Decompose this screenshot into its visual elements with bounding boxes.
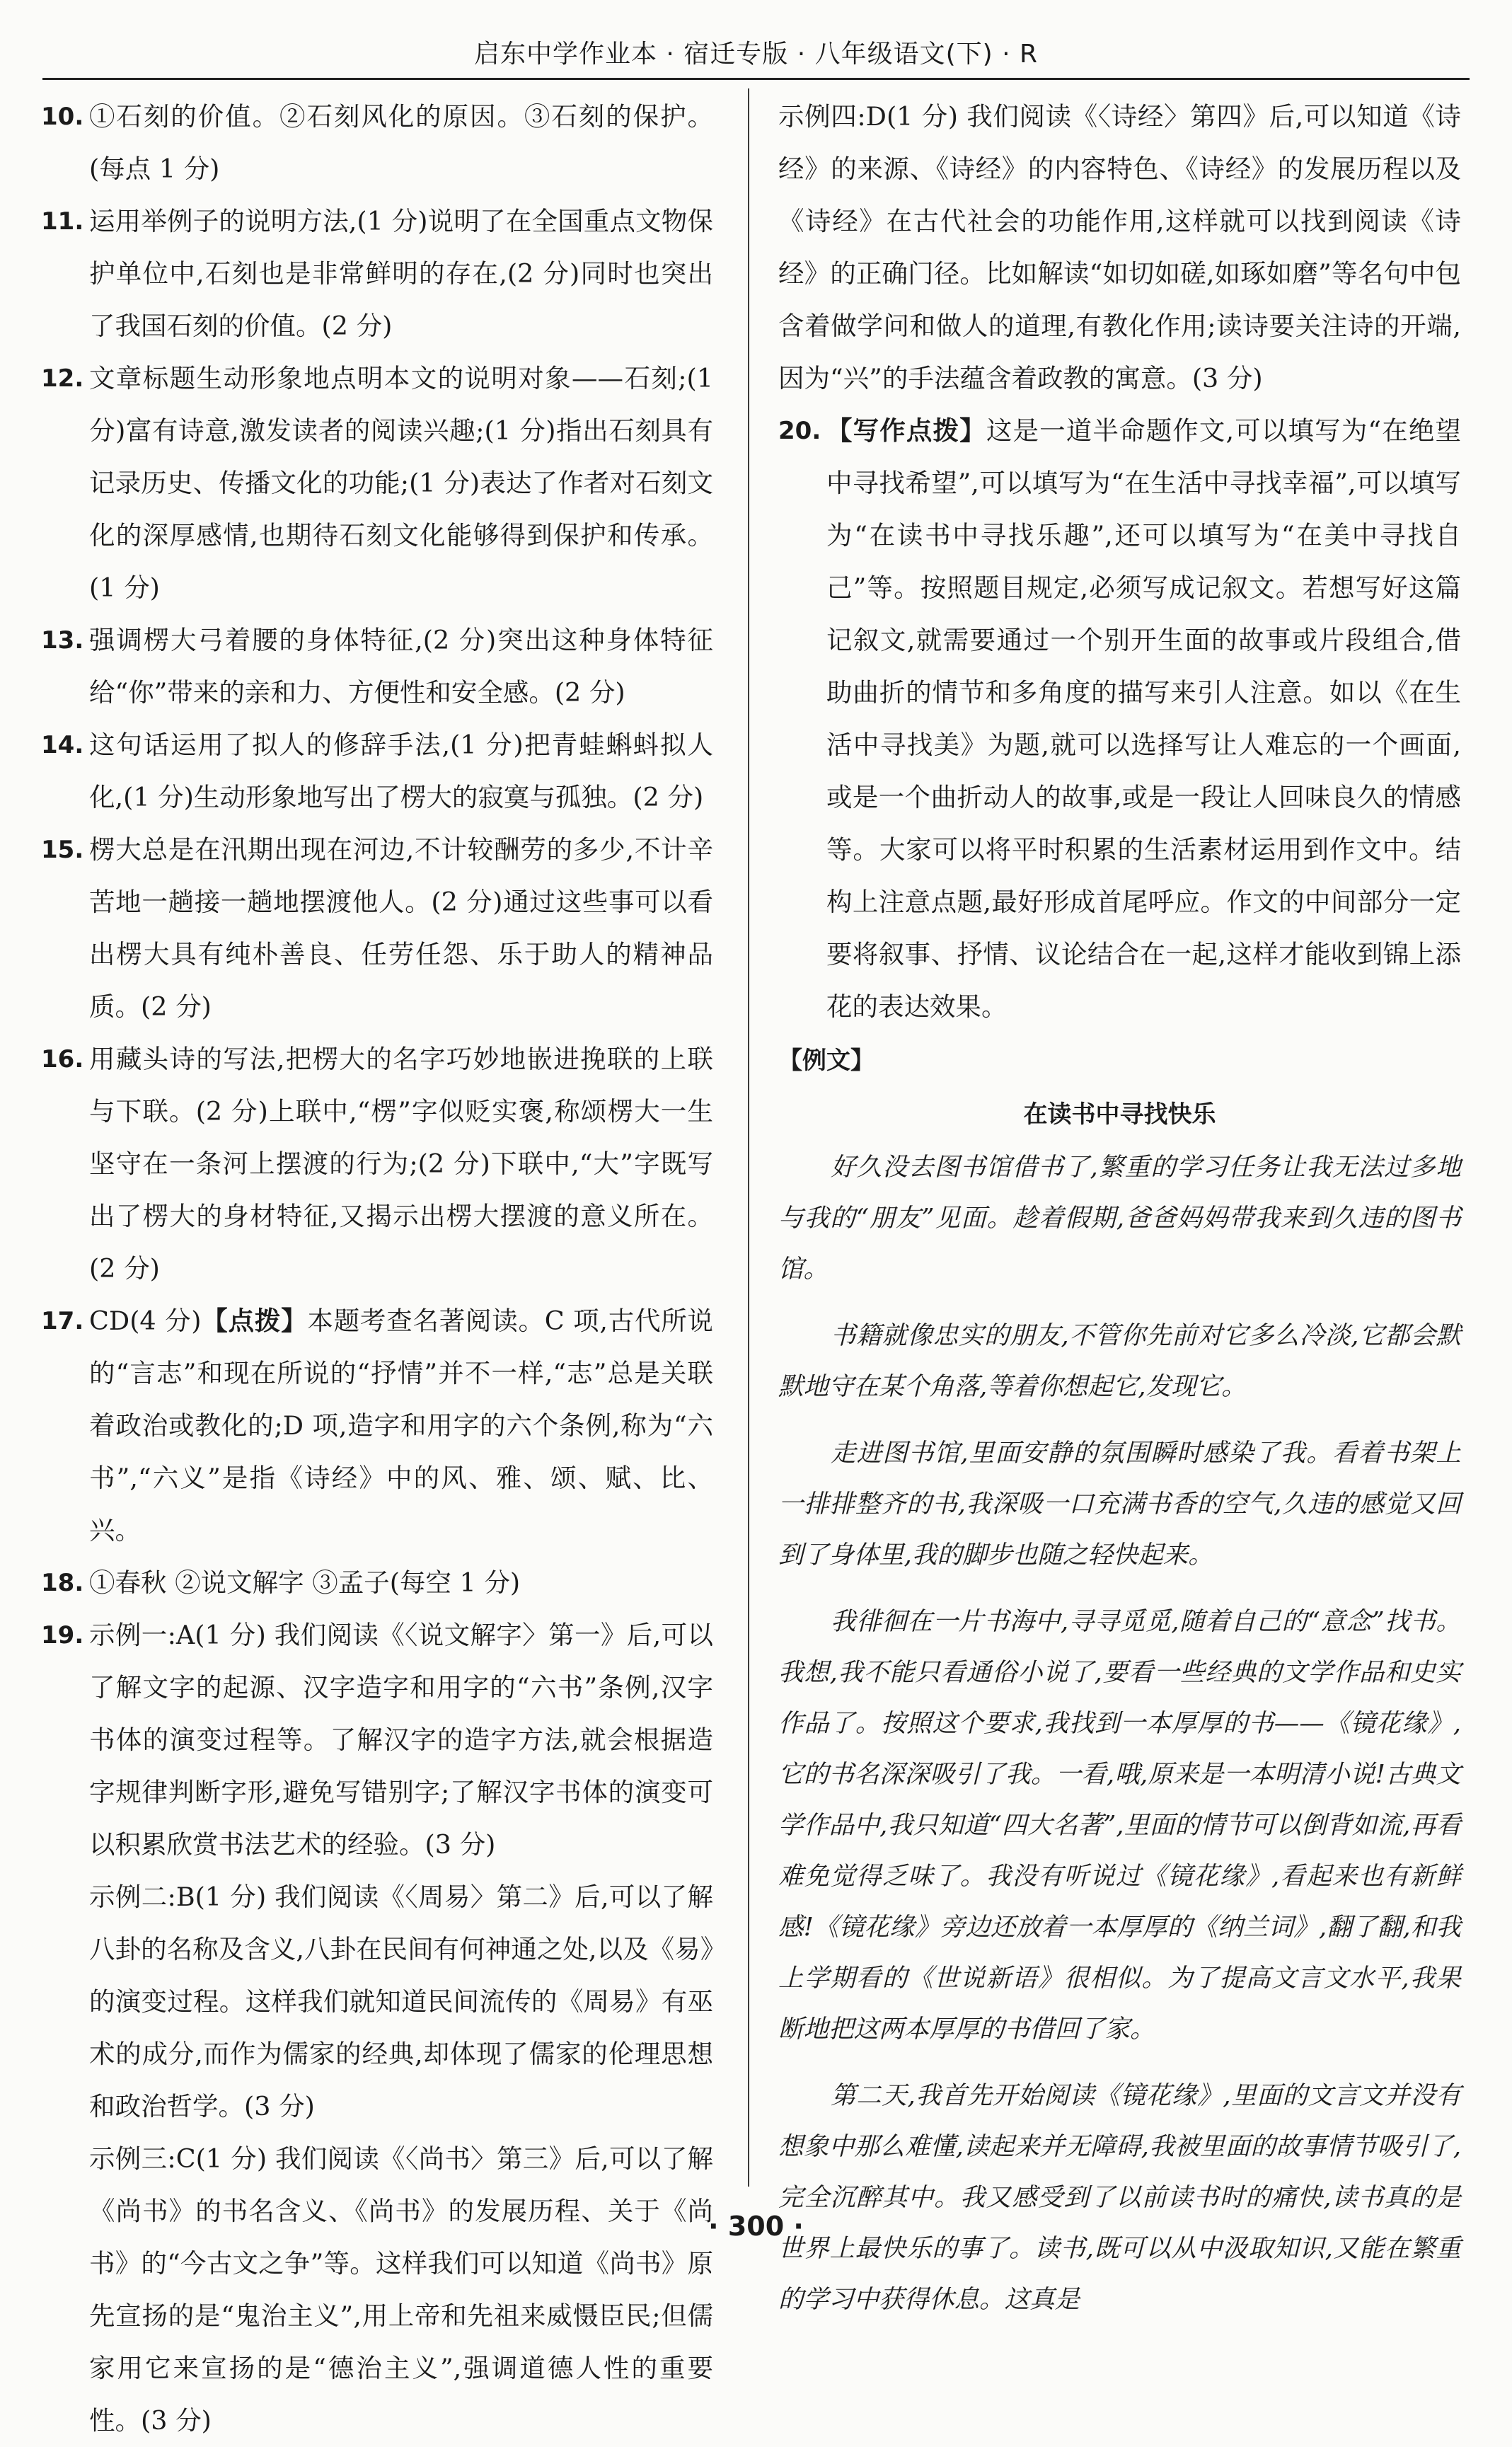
right-column (778, 91, 1461, 2341)
page-number: · 300 · (708, 2211, 804, 2242)
left-column (41, 91, 713, 2447)
essay-paragraph: 我徘徊在一片书海中,寻寻觅觅,随着自己的“意念”找书。我想,我不能只看通俗小说了,要看一些经典的文学作品和史实作品了。按照这个要求,我找到一本厚厚的书——《镜花缘》,它的书名深深吸引了我。一看,哦,原来是一本明清小说!古典文学作品中,我只知道“四大名著”,里面的情节可以倒背如流,再看难免觉得乏味了。我没有听说过《镜花缘》,看起来也有新鲜感!《镜花缘》旁边还放着一本厚厚的《纳兰词》,翻了翻,和我上学期看的《世说新语》很相似。为了提高文言文水平,我果断地把这两本厚厚的书借回了家。 (778, 1607, 1461, 2044)
answer-19-example-4: 示例四:D(1 分) 我们阅读《〈诗经〉第四》后,可以知道《诗经》的来源、《诗经》的内容特色、《诗经》的发展历程以及《诗经》在古代社会的功能作用,这样就可以找到阅读《诗经》的正确门径。比如解读“如切如磋,如琢如磨”等名句中包含着做学问和做人的道理,有教化作用;读诗要关注诗的开端,因为“兴”的手法蕴含着政教的寓意。(3 分) (778, 101, 1461, 393)
answer-18 (41, 1557, 713, 1609)
header-title: 启东中学作业本 · 宿迁专版 · 八年级语文(下) · R (473, 40, 1039, 69)
answer-17 (41, 1295, 713, 1557)
column-divider (748, 88, 749, 2187)
writing-tip-text: 这是一道半命题作文,可以填写为“在绝望中寻找希望”,可以填写为“在生活中寻找幸福”,可以填写为“在读书中寻找乐趣”,还可以填写为“在美中寻找自己”等。按照题目规定,必须写成记叙文。若想写好这篇记叙文,就需要通过一个别开生面的故事或片段组合,借助曲折的情节和多角度的描写来引人注意。如以《在生活中寻找美》为题,就可以选择写让人难忘的一个画面,或是一个曲折动人的故事,或是一段让人回味良久的情感等。大家可以将平时积累的生活素材运用到作文中。结构上注意点题,最好形成首尾呼应。作文的中间部分一定要将叙事、抒情、议论结合在一起,这样才能收到锦上添花的表达效果。 (826, 415, 1462, 1022)
answer-text: 楞大总是在汛期出现在河边,不计较酬劳的多少,不计辛苦地一趟接一趟地摆渡他人。(2 分)通过这些事可以看出楞大具有纯朴善良、任劳任怨、乐于助人的精神品质。(2 分) (89, 834, 713, 1022)
answer-text: ①石刻的价值。②石刻风化的原因。③石刻的保护。(每点 1 分) (89, 101, 713, 184)
essay-paragraph: 好久没去图书馆借书了,繁重的学习任务让我无法过多地与我的“朋友”见面。趁着假期,爸爸妈妈带我来到久违的图书馆。 (778, 1153, 1461, 1284)
answer-text: 这句话运用了拟人的修辞手法,(1 分)把青蛙蝌蚪拟人化,(1 分)生动形象地写出了楞大的寂寞与孤独。(2 分) (89, 730, 713, 812)
essay-paragraph: 第二天,我首先开始阅读《镜花缘》,里面的文言文并没有想象中那么难懂,读起来并无障碍,我被里面的故事情节吸引了,完全沉醉其中。我又感受到了以前读书时的痛快,读书真的是世界上最快乐的事了。读书,既可以从中汲取知识,又能在繁重的学习中获得休息。这真是 (778, 2081, 1461, 2314)
question-number: 15. (41, 836, 84, 864)
writing-tip-tag: 【写作点拨】 (826, 415, 986, 446)
answer-19 (41, 1609, 713, 1871)
example-essay-label: 【例文】 (778, 1047, 875, 1075)
answer-text (89, 1295, 713, 1557)
question-number: 18. (41, 1569, 84, 1597)
essay-body (778, 1142, 1461, 2325)
answer-20 (778, 405, 1461, 1033)
question-number: 12. (41, 364, 84, 393)
question-number: 13. (41, 626, 84, 655)
answer-text: ①春秋 ②说文解字 ③孟子(每空 1 分) (89, 1567, 521, 1598)
question-number: 10. (41, 103, 84, 131)
question-number: 11. (41, 207, 84, 236)
question-number: 16. (41, 1045, 84, 1073)
answer-14 (41, 719, 713, 824)
essay-paragraph: 书籍就像忠实的朋友,不管你先前对它多么冷淡,它都会默默地守在某个角落,等着你想起它,发现它。 (778, 1321, 1461, 1401)
hint-text: 本题考查名著阅读。C 项,古代所说的“言志”和现在所说的“抒情”并不一样,“志”总是关联着政治或教化的;D 项,造字和用字的六个条例,称为“六书”,“六义”是指《诗经》中的风、雅、颂、赋、比、兴。 (89, 1306, 714, 1545)
answer-text: 示例一:A(1 分) 我们阅读《〈说文解字〉第一》后,可以了解文字的起源、汉字造字和用字的“六书”条例,汉字书体的演变过程等。了解汉字的造字方法,就会根据造字规律判断字形,避免写错别字;了解汉字书体的演变可以积累欣赏书法艺术的经验。(3 分) (89, 1620, 713, 1860)
answer-19-example-3: 示例三:C(1 分) 我们阅读《〈尚书〉第三》后,可以了解《尚书》的书名含义、《尚书》的发展历程、关于《尚书》的“今古文之争”等。这样我们可以知道《尚书》原先宣扬的是“鬼治主义”,用上帝和先祖来威慑臣民;但儒家用它来宣扬的是“德治主义”,强调道德人性的重要性。(3 分) (89, 2143, 713, 2436)
answer-text: 强调楞大弓着腰的身体特征,(2 分)突出这种身体特征给“你”带来的亲和力、方便性和安全感。(2 分) (89, 625, 713, 708)
question-number: 19. (41, 1621, 84, 1649)
essay-title: 在读书中寻找快乐 (1023, 1100, 1216, 1129)
answer-16 (41, 1033, 713, 1295)
page-header (42, 34, 1470, 80)
answer-choice: CD(4 分) (89, 1306, 202, 1336)
question-number: 14. (41, 731, 84, 759)
hint-tag: 【点拨】 (201, 1306, 308, 1336)
answer-text: 运用举例子的说明方法,(1 分)说明了在全国重点文物保护单位中,石刻也是非常鲜明的存在,(2 分)同时也突出了我国石刻的价值。(2 分) (89, 206, 713, 341)
question-number: 20. (778, 417, 821, 445)
answer-text: 文章标题生动形象地点明本文的说明对象——石刻;(1 分)富有诗意,激发读者的阅读兴趣;(1 分)指出石刻具有记录历史、传播文化的功能;(1 分)表达了作者对石刻文化的深厚感情,也期待石刻文化能够得到保护和传承。(1 分) (89, 363, 713, 603)
answer-15 (41, 824, 713, 1033)
answer-13 (41, 614, 713, 719)
question-number: 17. (41, 1307, 84, 1335)
answer-10 (41, 91, 713, 195)
answer-11 (41, 195, 713, 352)
answer-19-example-2: 示例二:B(1 分) 我们阅读《〈周易〉第二》后,可以了解八卦的名称及含义,八卦在民间有何神通之处,以及《易》的演变过程。这样我们就知道民间流传的《周易》有巫术的成分,而作为儒家的经典,却体现了儒家的伦理思想和政治哲学。(3 分) (89, 1882, 713, 2121)
answer-text (826, 405, 1461, 1033)
essay-paragraph: 走进图书馆,里面安静的氛围瞬时感染了我。看着书架上一排排整齐的书,我深吸一口充满书香的空气,久违的感觉又回到了身体里,我的脚步也随之轻快起来。 (778, 1439, 1461, 1570)
answer-12 (41, 352, 713, 614)
answer-text: 用藏头诗的写法,把楞大的名字巧妙地嵌进挽联的上联与下联。(2 分)上联中,“楞”字似贬实褒,称颂楞大一生坚守在一条河上摆渡的行为;(2 分)下联中,“大”字既写出了楞大的身材特征,又揭示出楞大摆渡的意义所在。(2 分) (89, 1044, 713, 1284)
